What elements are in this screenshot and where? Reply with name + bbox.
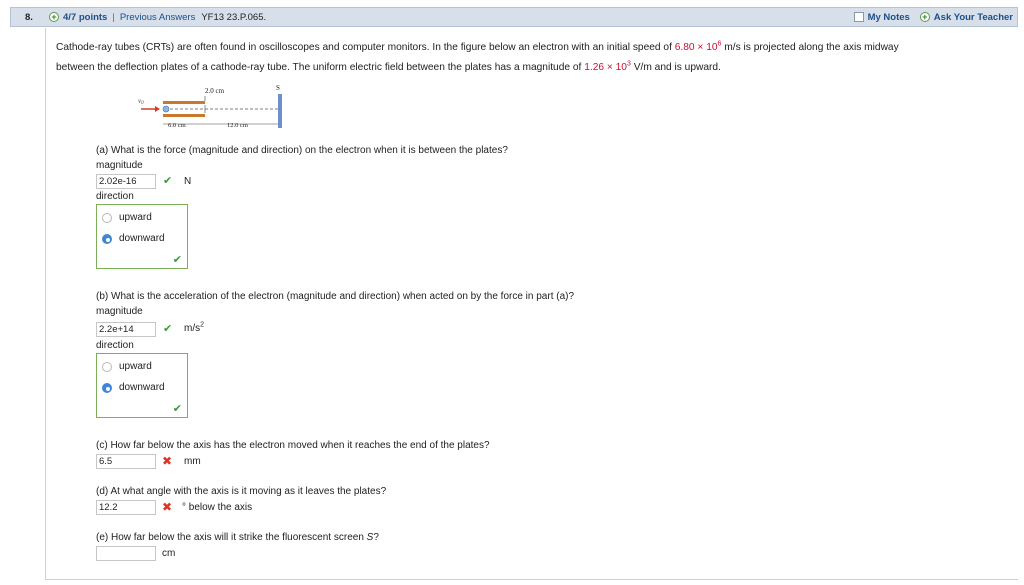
field-magnitude-value: $1.26 \times 10^3$ [584, 60, 631, 73]
part-d-question: (d) At what angle with the axis is it moving as it leaves the plates? [96, 486, 387, 497]
plate-length-label: 2.0 cm [205, 87, 225, 95]
plus-circle-icon: + [920, 12, 930, 22]
part-c-unit: mm [184, 456, 201, 467]
radio-button-selected[interactable] [102, 383, 112, 393]
checkmark-icon: ✔ [163, 323, 173, 335]
initial-speed-value: $6.80 \times 10^6$ [674, 40, 722, 53]
notes-checkbox-icon[interactable] [854, 12, 864, 22]
question-number: 8. [25, 11, 33, 23]
part-a-option-downward[interactable]: downward [102, 233, 165, 244]
question-header [10, 7, 1018, 27]
radio-button[interactable] [102, 362, 112, 372]
electron [163, 106, 169, 112]
part-c-question: (c) How far below the axis has the electron moved when it reaches the end of the plates? [96, 440, 490, 451]
dim-plates-label: 6.0 cm [168, 122, 186, 129]
ask-teacher-link[interactable]: Ask Your Teacher [933, 11, 1013, 23]
part-b-option-upward[interactable]: upward [102, 361, 152, 372]
part-b-question: (b) What is the acceleration of the electron (magnitude and direction) when acted on by the force in part (a)? [96, 291, 575, 302]
velocity-arrowhead [155, 106, 160, 112]
header-actions [854, 12, 1017, 23]
part-b-direction-group [96, 353, 188, 418]
header-separator: | [112, 11, 115, 23]
fluorescent-screen [278, 94, 282, 128]
checkmark-icon: ✔ [163, 175, 173, 187]
radio-button-selected[interactable] [102, 234, 112, 244]
upper-plate [163, 101, 205, 104]
checkmark-icon: ✔ [172, 254, 182, 266]
part-a-magnitude-label: magnitude [96, 160, 143, 171]
part-e-unit: cm [162, 548, 176, 559]
x-mark-icon: ✖ [162, 454, 173, 468]
checkmark-icon: ✔ [172, 403, 182, 415]
part-b-magnitude-input[interactable]: 2.2e+14 [96, 322, 156, 337]
part-a-unit: N [184, 176, 192, 187]
x-mark-icon: ✖ [162, 500, 173, 514]
plus-circle-icon: + [49, 12, 59, 22]
part-b-magnitude-label: magnitude [96, 306, 143, 317]
part-a-direction-group [96, 204, 188, 269]
part-a-direction-label: direction [96, 191, 134, 202]
crt-figure [135, 84, 295, 134]
part-d-unit: ° below the axis [182, 502, 253, 513]
lower-plate [163, 114, 205, 117]
points-score: 4/7 points [63, 11, 108, 23]
part-a-magnitude-input[interactable]: 2.02e-16 [96, 174, 156, 189]
question-id: YF13 23.P.065. [201, 11, 267, 23]
radio-button[interactable] [102, 213, 112, 223]
crt-diagram [135, 84, 295, 134]
part-a-option-upward[interactable]: upward [102, 212, 152, 223]
part-b-unit: $m/s^2$ [184, 321, 205, 334]
part-e-input[interactable] [96, 546, 156, 561]
part-b-option-downward[interactable]: downward [102, 382, 165, 393]
v0-label: v0 [138, 97, 144, 106]
my-notes-link[interactable]: My Notes [867, 11, 910, 23]
problem-statement: Cathode-ray tubes (CRTs) are often found in oscilloscopes and computer monitors. In the figure below an electron with an initial speed of $6.80 \times 10^6$ m/s is projected along the axis midway between the deflection plates of a cathode-ray tube. The uniform electric field between the plates has a magnitude of $1.26 \times 10^3$ V/m and is upward. [56, 40, 899, 73]
screen-label: S [276, 84, 280, 92]
part-c-input[interactable]: 6.5 [96, 454, 156, 469]
previous-answers-link[interactable]: Previous Answers [119, 11, 196, 23]
part-d-input[interactable]: 12.2 [96, 500, 156, 515]
part-a-question: (a) What is the force (magnitude and direction) on the electron when it is between the plates? [96, 145, 508, 156]
dim-screen-label: 12.0 cm [227, 122, 248, 129]
part-e-question: (e) How far below the axis will it strike the fluorescent screen S? [96, 532, 379, 543]
part-b-direction-label: direction [96, 340, 134, 351]
